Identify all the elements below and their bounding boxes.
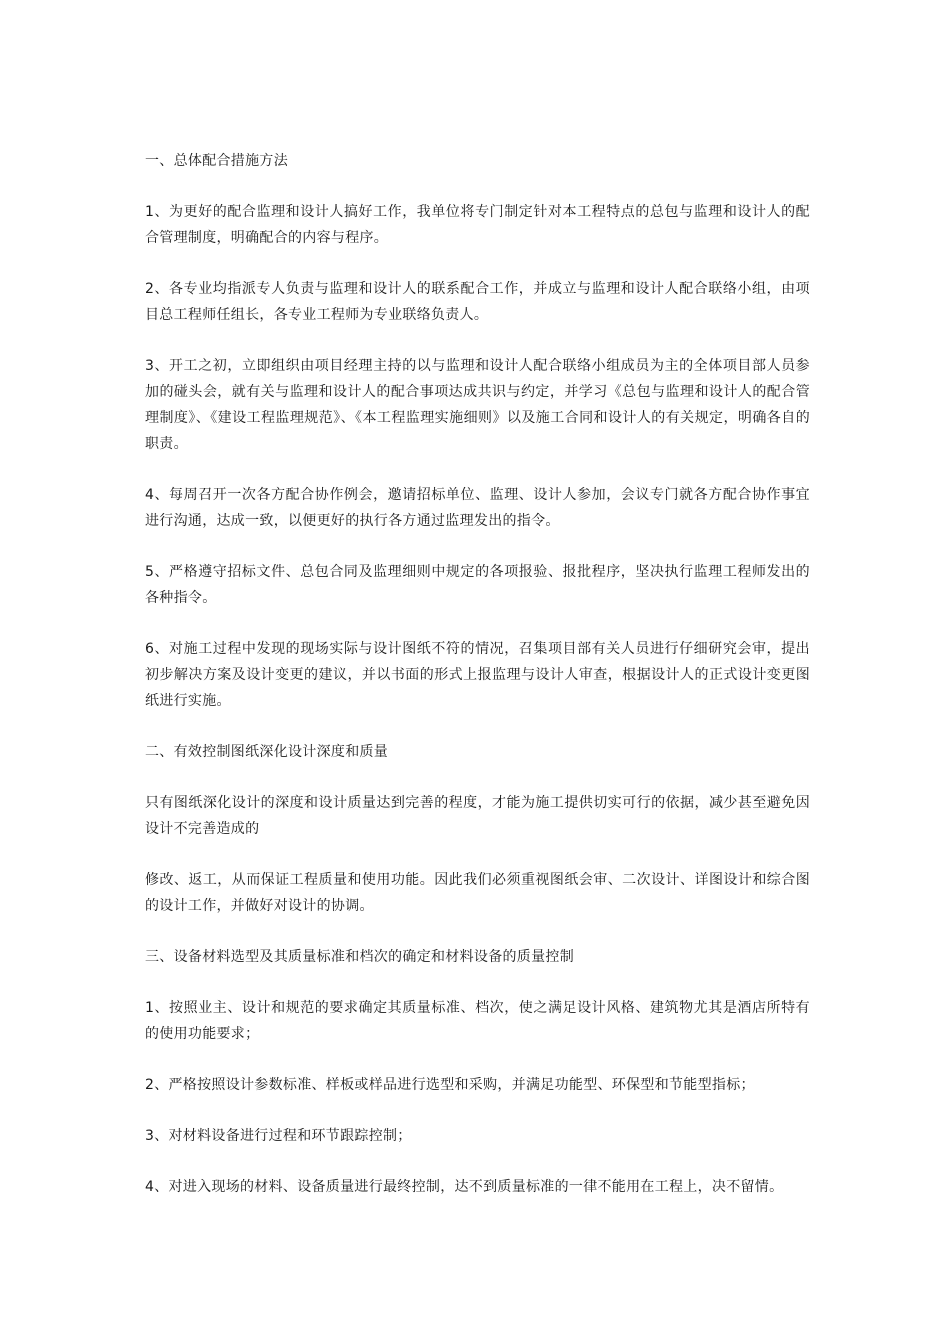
section-heading-1: 一、总体配合措施方法 [145,153,288,169]
paragraph: 2、各专业均指派专人负责与监理和设计人的联系配合工作，并成立与监理和设计人配合联络小组，由项目总工程师任组长，各专业工程师为专业联络负责人。 [145,281,810,323]
document-page [145,148,810,1225]
paragraph: 3、开工之初，立即组织由项目经理主持的以与监理和设计人配合联络小组成员为主的全体项目部人员参加的碰头会，就有关与监理和设计人的配合事项达成共识与约定，并学习《总包与监理和设计人的配合管理制度》、《建设工程监理规范》、《本工程监理实施细则》以及施工合同和设计人的有关规定，明确各自的职责。 [145,358,810,452]
paragraph: 5、严格遵守招标文件、总包合同及监理细则中规定的各项报验、报批程序，坚决执行监理工程师发出的各种指令。 [145,564,810,606]
paragraph: 1、按照业主、设计和规范的要求确定其质量标准、档次，使之满足设计风格、建筑物尤其是酒店所特有的使用功能要求； [145,1000,810,1042]
paragraph: 6、对施工过程中发现的现场实际与设计图纸不符的情况，召集项目部有关人员进行仔细研究会审，提出初步解决方案及设计变更的建议，并以书面的形式上报监理与设计人审查，根据设计人的正式设计变更图纸进行实施。 [145,641,810,709]
paragraph: 修改、返工，从而保证工程质量和使用功能。因此我们必须重视图纸会审、二次设计、详图设计和综合图的设计工作，并做好对设计的协调。 [145,872,810,914]
paragraph: 2、严格按照设计参数标准、样板或样品进行选型和采购，并满足功能型、环保型和节能型指标； [145,1077,755,1093]
section-heading-2: 二、有效控制图纸深化设计深度和质量 [145,744,389,760]
section-heading-3: 三、设备材料选型及其质量标准和档次的确定和材料设备的质量控制 [145,949,574,965]
paragraph: 只有图纸深化设计的深度和设计质量达到完善的程度，才能为施工提供切实可行的依据，减少甚至避免因设计不完善造成的 [145,795,810,837]
paragraph: 1、为更好的配合监理和设计人搞好工作，我单位将专门制定针对本工程特点的总包与监理和设计人的配合管理制度，明确配合的内容与程序。 [145,204,810,246]
paragraph: 4、对进入现场的材料、设备质量进行最终控制，达不到质量标准的一律不能用在工程上，决不留情。 [145,1179,784,1195]
paragraph: 3、对材料设备进行过程和环节跟踪控制； [145,1128,412,1144]
paragraph: 4、每周召开一次各方配合协作例会，邀请招标单位、监理、设计人参加，会议专门就各方配合协作事宜进行沟通，达成一致，以便更好的执行各方通过监理发出的指令。 [145,487,810,529]
